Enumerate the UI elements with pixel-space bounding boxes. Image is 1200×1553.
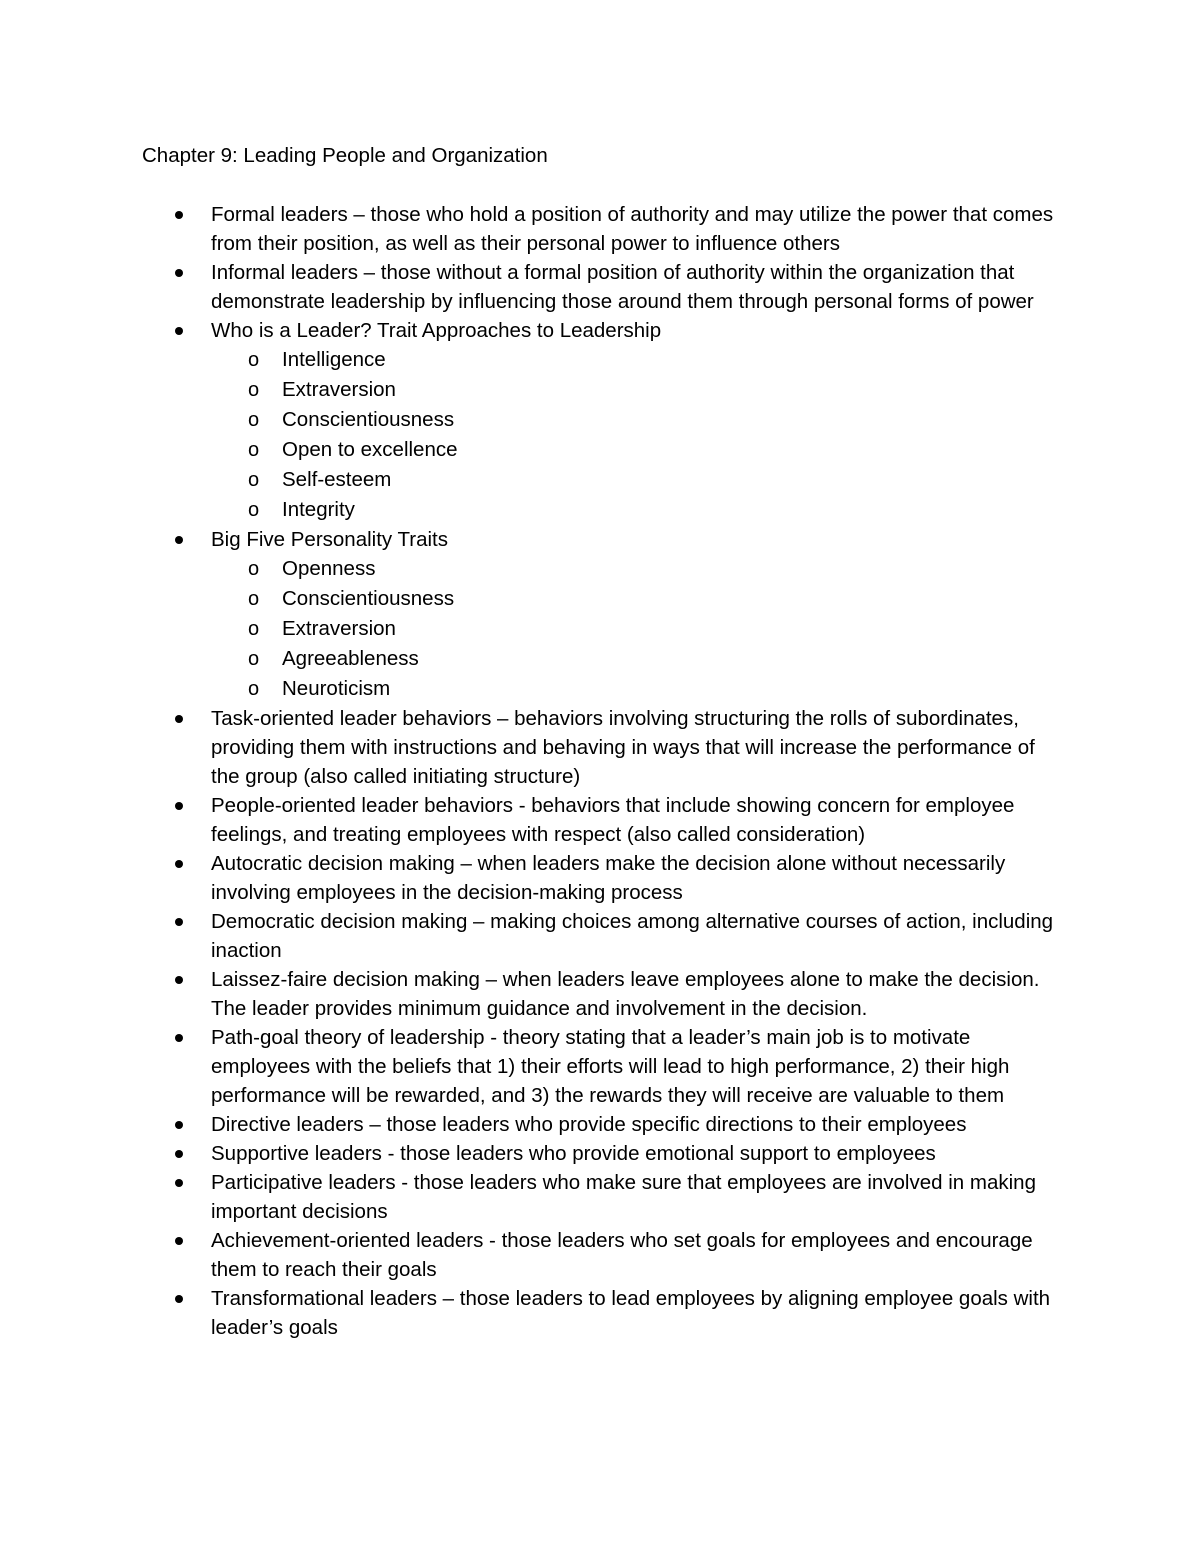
list-item	[0, 965, 1061, 1023]
list-item	[0, 316, 1061, 525]
bullet-icon	[175, 1034, 183, 1042]
list-item	[0, 1284, 1061, 1342]
hollow-circle-bullet-icon: o	[248, 499, 260, 521]
list-item	[0, 200, 1061, 258]
sub-list	[211, 554, 1061, 704]
sub-list-item	[211, 584, 1061, 614]
sub-list	[211, 345, 1061, 525]
list-item-text: Democratic decision making – making choices among alternative courses of action, including inaction	[211, 910, 1054, 962]
bullet-icon	[175, 269, 183, 277]
bullet-icon	[175, 860, 183, 868]
list-item-text: Formal leaders – those who hold a position of authority and may utilize the power that comes from their position, as well as their personal power to influence others	[211, 203, 1054, 255]
bullet-list	[0, 200, 1200, 1342]
sub-list-item-text: Integrity	[282, 498, 355, 521]
sub-list-item	[211, 674, 1061, 704]
bullet-icon	[175, 1237, 183, 1245]
hollow-circle-bullet-icon: o	[248, 409, 260, 431]
bullet-icon	[175, 976, 183, 984]
list-item	[0, 1139, 1061, 1168]
list-item-text: Autocratic decision making – when leaders make the decision alone without necessarily involving employees in the decision-making process	[211, 852, 1006, 904]
list-item-text: Path-goal theory of leadership - theory stating that a leader’s main job is to motivate employees with the beliefs that 1) their efforts will lead to high performance, 2) their high performance will be rewarded, and 3) the rewards they will receive are valuable to them	[211, 1026, 1010, 1107]
hollow-circle-bullet-icon: o	[248, 439, 260, 461]
bullet-icon	[175, 918, 183, 926]
hollow-circle-bullet-icon: o	[248, 678, 260, 700]
bullet-icon	[175, 1121, 183, 1129]
sub-list-item-text: Open to excellence	[282, 438, 458, 461]
list-item-text: Who is a Leader? Trait Approaches to Leadership	[211, 319, 662, 342]
bullet-icon	[175, 1179, 183, 1187]
sub-list-item-text: Extraversion	[282, 378, 396, 401]
sub-list-item	[211, 375, 1061, 405]
sub-list-item-text: Extraversion	[282, 617, 396, 640]
list-item-text: Task-oriented leader behaviors – behaviors involving structuring the rolls of subordinates, providing them with instructions and behaving in ways that will increase the performance of the group (also called initiating structure)	[211, 707, 1035, 788]
list-item-text: Informal leaders – those without a formal position of authority within the organization that demonstrate leadership by influencing those around them through personal forms of power	[211, 261, 1034, 313]
list-item	[0, 1023, 1061, 1110]
list-item	[0, 907, 1061, 965]
sub-list-item-text: Agreeableness	[282, 647, 419, 670]
sub-list-item-text: Neuroticism	[282, 677, 391, 700]
sub-list-item-text: Intelligence	[282, 348, 386, 371]
hollow-circle-bullet-icon: o	[248, 379, 260, 401]
list-item	[0, 1110, 1061, 1139]
list-item-text: Directive leaders – those leaders who provide specific directions to their employees	[211, 1113, 967, 1136]
sub-list-item	[211, 614, 1061, 644]
list-item-text: Laissez-faire decision making – when leaders leave employees alone to make the decision. The leader provides minimum guidance and involvement in the decision.	[211, 968, 1040, 1020]
list-item-text: Participative leaders - those leaders who make sure that employees are involved in making important decisions	[211, 1171, 1036, 1223]
list-item-text: Transformational leaders – those leaders to lead employees by aligning employee goals with leader’s goals	[211, 1287, 1051, 1339]
hollow-circle-bullet-icon: o	[248, 558, 260, 580]
hollow-circle-bullet-icon: o	[248, 469, 260, 491]
bullet-icon	[175, 802, 183, 810]
list-item	[0, 704, 1061, 791]
page-title: Chapter 9: Leading People and Organization	[142, 144, 548, 167]
bullet-icon	[175, 211, 183, 219]
list-item-text: People-oriented leader behaviors - behaviors that include showing concern for employee feelings, and treating employees with respect (also called consideration)	[211, 794, 1015, 846]
hollow-circle-bullet-icon: o	[248, 349, 260, 371]
bullet-icon	[175, 1295, 183, 1303]
sub-list-item	[211, 405, 1061, 435]
sub-list-item	[211, 644, 1061, 674]
list-item	[0, 791, 1061, 849]
sub-list-item	[211, 554, 1061, 584]
sub-list-item-text: Self-esteem	[282, 468, 392, 491]
bullet-icon	[175, 327, 183, 335]
list-item	[0, 849, 1061, 907]
sub-list-item	[211, 435, 1061, 465]
sub-list-item-text: Openness	[282, 557, 376, 580]
sub-list-item	[211, 495, 1061, 525]
list-item-text: Achievement-oriented leaders - those leaders who set goals for employees and encourage them to reach their goals	[211, 1229, 1033, 1281]
list-item	[0, 1168, 1061, 1226]
list-item-text: Big Five Personality Traits	[211, 528, 448, 551]
sub-list-item-text: Conscientiousness	[282, 408, 455, 431]
list-item	[0, 1226, 1061, 1284]
sub-list-item	[211, 465, 1061, 495]
bullet-icon	[175, 715, 183, 723]
hollow-circle-bullet-icon: o	[248, 588, 260, 610]
bullet-icon	[175, 536, 183, 544]
list-item	[0, 258, 1061, 316]
hollow-circle-bullet-icon: o	[248, 648, 260, 670]
bullet-icon	[175, 1150, 183, 1158]
list-item	[0, 525, 1061, 704]
list-item-text: Supportive leaders - those leaders who provide emotional support to employees	[211, 1142, 936, 1165]
hollow-circle-bullet-icon: o	[248, 618, 260, 640]
sub-list-item	[211, 345, 1061, 375]
sub-list-item-text: Conscientiousness	[282, 587, 455, 610]
